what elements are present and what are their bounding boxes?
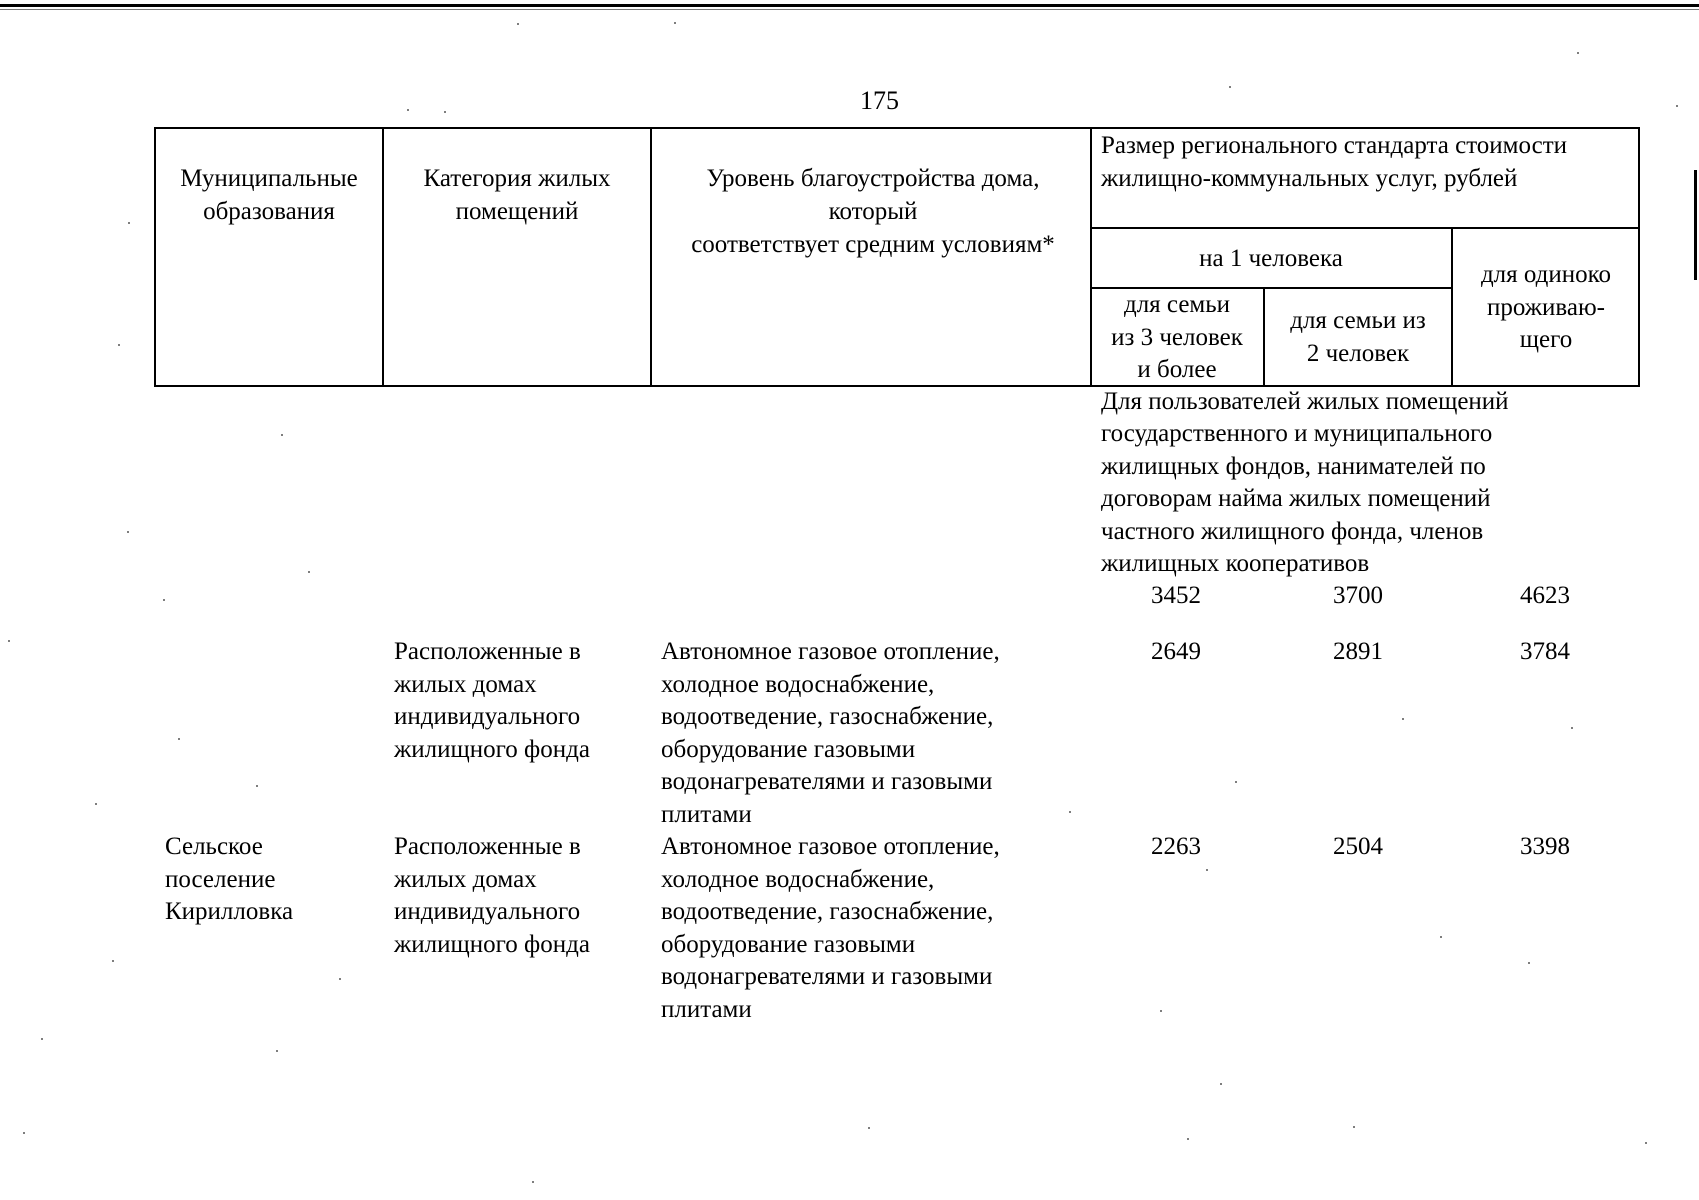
- scan-speck: [128, 222, 130, 224]
- row-municipality-line: Сельское: [165, 833, 263, 860]
- row-value-single: 3398: [1520, 833, 1570, 860]
- header-family-3plus-line-1: для семьи: [1123, 291, 1231, 318]
- row-category-line: жилых домах: [394, 866, 537, 893]
- scan-speck: [163, 599, 165, 601]
- row-category-line: индивидуального: [394, 703, 581, 730]
- scan-speck: [339, 978, 341, 980]
- section-note-line: жилищных фондов, нанимателей по: [1101, 453, 1486, 480]
- scan-speck: [1440, 936, 1442, 938]
- header-municipalities: Муниципальные образования: [180, 165, 358, 225]
- scan-speck: [532, 1181, 534, 1183]
- scan-speck: [281, 434, 283, 436]
- row-value-family-2: 2891: [1333, 638, 1383, 665]
- row-comfort-line: Автономное газовое отопление,: [661, 833, 1000, 860]
- header-col-divider: [650, 127, 652, 387]
- section-note-line: частного жилищного фонда, членов: [1101, 518, 1484, 545]
- row-municipality-line: Кирилловка: [165, 898, 294, 925]
- row-municipality-line: поселение: [165, 866, 276, 893]
- header-family-2-line-1: для семьи из: [1290, 307, 1426, 334]
- header-comfort-line-1: Уровень благоустройства дома,: [706, 165, 1040, 192]
- scan-speck: [1220, 1083, 1222, 1085]
- row-comfort-line: водонагревателями и газовыми: [661, 963, 993, 990]
- scan-speck: [674, 22, 676, 24]
- header-col-divider: [1451, 227, 1453, 387]
- row-category-line: жилищного фонда: [394, 931, 590, 958]
- scan-speck: [868, 1127, 870, 1129]
- scan-speck: [1353, 1126, 1355, 1128]
- section-value-single: 4623: [1520, 582, 1570, 609]
- scan-speck: [276, 1050, 278, 1052]
- scan-speck: [444, 111, 446, 113]
- header-col-divider: [1263, 287, 1265, 387]
- row-category-line: индивидуального: [394, 898, 581, 925]
- scan-speck: [95, 803, 97, 805]
- scan-speck: [1160, 1010, 1162, 1012]
- row-comfort-line: оборудование газовыми: [661, 931, 916, 958]
- row-value-family-3plus: 2263: [1151, 833, 1201, 860]
- scan-speck: [256, 785, 258, 787]
- row-comfort-line: водоотведение, газоснабжение,: [661, 898, 994, 925]
- row-category-line: Расположенные в: [394, 638, 581, 665]
- row-comfort-line: Автономное газовое отопление,: [661, 638, 1000, 665]
- scan-speck: [1577, 52, 1579, 54]
- row-category-line: жилых домах: [394, 671, 537, 698]
- scan-speck: [1187, 1138, 1189, 1140]
- section-note-line: государственного и муниципального: [1101, 420, 1493, 447]
- row-comfort-line: оборудование газовыми: [661, 736, 916, 763]
- row-comfort-line: холодное водоснабжение,: [661, 866, 935, 893]
- scan-speck: [23, 1132, 25, 1134]
- section-note-line: Для пользователей жилых помещений: [1101, 388, 1509, 415]
- section-value-family-2: 3700: [1333, 582, 1383, 609]
- row-category-line: Расположенные в: [394, 833, 581, 860]
- header-single-line-1: для одиноко: [1480, 261, 1612, 288]
- row-value-family-3plus: 2649: [1151, 638, 1201, 665]
- scan-speck: [8, 640, 10, 642]
- scan-edge-mark: [1694, 170, 1697, 280]
- scan-speck: [41, 1038, 43, 1040]
- row-comfort-line: плитами: [661, 996, 752, 1023]
- header-per-person: на 1 человека: [1199, 245, 1343, 272]
- top-border-line: [0, 4, 1699, 7]
- row-comfort-line: водонагревателями и газовыми: [661, 768, 993, 795]
- row-comfort-line: плитами: [661, 801, 752, 828]
- scan-speck: [1571, 727, 1573, 729]
- scan-speck: [1206, 869, 1208, 871]
- row-category-line: жилищного фонда: [394, 736, 590, 763]
- row-comfort-line: холодное водоснабжение,: [661, 671, 935, 698]
- header-family-2-line-2: 2 человек: [1306, 340, 1410, 367]
- section-note-line: договорам найма жилых помещений: [1101, 485, 1491, 512]
- row-comfort-line: водоотведение, газоснабжение,: [661, 703, 994, 730]
- header-row-divider: [1090, 227, 1640, 229]
- header-category: Категория жилых помещений: [423, 165, 611, 225]
- section-note-line: жилищных кооперативов: [1101, 550, 1370, 577]
- scan-speck: [118, 344, 120, 346]
- scan-speck: [127, 531, 129, 533]
- header-standard-size: Размер регионального стандарта стоимости жилищно-коммунальных услуг, рублей: [1101, 132, 1568, 192]
- scan-speck: [517, 23, 519, 25]
- scan-speck: [1235, 781, 1237, 783]
- scan-speck: [407, 109, 409, 111]
- scan-speck: [308, 571, 310, 573]
- header-comfort-line-3: соответствует средним условиям*: [691, 231, 1055, 258]
- scan-speck: [1676, 105, 1678, 107]
- scan-speck: [112, 960, 114, 962]
- page-number: 175: [860, 86, 899, 115]
- header-single-line-2: проживаю-: [1487, 294, 1605, 321]
- scan-speck: [1645, 1142, 1647, 1144]
- scan-speck: [1528, 962, 1530, 964]
- row-value-family-2: 2504: [1333, 833, 1383, 860]
- top-border-line-thin: [0, 9, 1699, 10]
- section-value-family-3plus: 3452: [1151, 582, 1201, 609]
- header-single-line-3: щего: [1519, 326, 1573, 353]
- scan-speck: [178, 738, 180, 740]
- header-comfort-line-2: который: [828, 198, 918, 225]
- header-family-3plus-line-2: из 3 человек: [1111, 324, 1243, 351]
- header-col-divider: [382, 127, 384, 387]
- row-value-single: 3784: [1520, 638, 1570, 665]
- header-family-3plus-line-3: и более: [1137, 356, 1217, 383]
- scan-speck: [1229, 86, 1231, 88]
- scan-speck: [1402, 718, 1404, 720]
